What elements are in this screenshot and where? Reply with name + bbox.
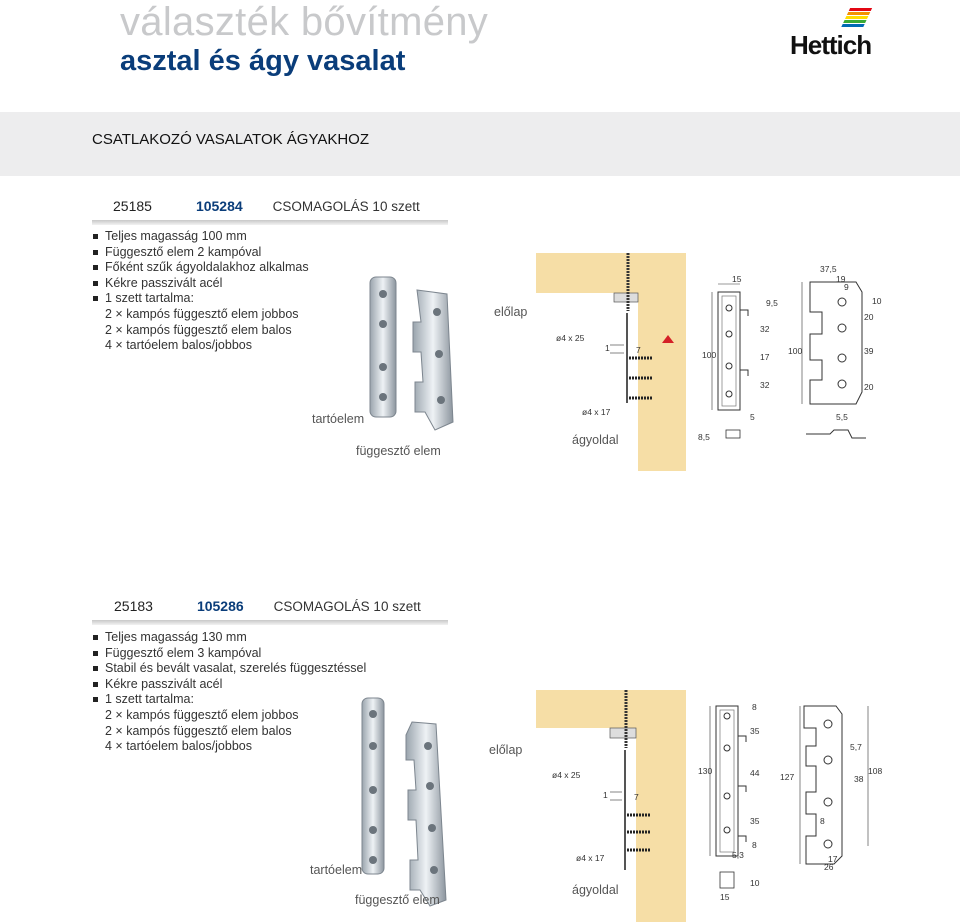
dim-32b: 32	[760, 380, 770, 390]
dim-100: 100	[702, 350, 717, 360]
dim-15: 15	[732, 274, 742, 284]
bed-side-panel	[638, 293, 686, 471]
front-panel	[536, 253, 686, 293]
dim-19: 19	[836, 274, 846, 284]
dim-5-7: 5,7	[850, 742, 862, 752]
product-photo	[355, 272, 465, 442]
header-subtitle: választék bővítmény	[120, 0, 489, 44]
dim-10: 10	[872, 296, 882, 306]
label-fuggeszto-elem: függesztő elem	[356, 444, 441, 458]
dim-screw-17: ø4 x 17	[582, 407, 611, 417]
order-number: 105286	[196, 598, 244, 614]
dim-17: 17	[760, 352, 770, 362]
dim-8b: 8	[752, 840, 757, 850]
feature-item: Kékre passzivált acél	[93, 677, 366, 693]
label-fuggeszto-elem: függesztő elem	[355, 893, 440, 907]
dim-38: 38	[854, 774, 864, 784]
feature-item: 2 × kampós függesztő elem jobbos	[105, 306, 299, 321]
dim-5-5: 5,5	[836, 412, 848, 422]
label-elolap: előlap	[494, 305, 528, 319]
hook-plate	[413, 290, 453, 430]
dim-screw-17: ø4 x 17	[576, 853, 605, 863]
technical-drawing-hook	[696, 696, 776, 906]
dim-20b: 20	[864, 382, 874, 392]
dim-32a: 32	[760, 324, 770, 334]
product-photo	[350, 690, 460, 910]
bed-side-panel	[636, 728, 686, 922]
packaging-info: CSOMAGOLÁS 10 szett	[272, 199, 420, 214]
label-tartoelem: tartóelem	[310, 863, 363, 877]
dim-35b: 35	[750, 816, 760, 826]
dim-8: 8	[820, 816, 825, 826]
technical-drawing-bracket	[776, 696, 886, 880]
dim-screw-25: ø4 x 25	[556, 333, 585, 343]
dim-39: 39	[864, 346, 874, 356]
dim-130: 130	[698, 766, 713, 776]
feature-list	[93, 229, 309, 354]
page-title: asztal és ágy vasalat	[120, 45, 406, 77]
feature-item: Kékre passzivált acél	[93, 276, 309, 292]
divider	[92, 620, 448, 625]
dim-127: 127	[780, 772, 795, 782]
product-header	[113, 198, 420, 214]
feature-item: Teljes magasság 100 mm	[93, 229, 309, 245]
label-agyoldal: ágyoldal	[572, 433, 619, 447]
feature-item: 2 × kampós függesztő elem balos	[105, 322, 292, 337]
dim-10: 10	[750, 878, 760, 888]
dim-1: 1	[603, 790, 608, 800]
feature-item: 1 szett tartalma:	[93, 692, 366, 708]
dim-5: 5	[750, 412, 755, 422]
technical-drawing-hook	[696, 270, 786, 450]
label-elolap: előlap	[489, 743, 523, 757]
feature-item: 1 szett tartalma:	[93, 291, 309, 307]
product-header	[114, 598, 421, 614]
label-agyoldal: ágyoldal	[572, 883, 619, 897]
dim-108: 108	[868, 766, 883, 776]
feature-item: 4 × tartóelem balos/jobbos	[105, 739, 252, 754]
technical-drawing-bracket	[786, 262, 896, 447]
dim-44: 44	[750, 768, 760, 778]
dim-8-5: 8,5	[698, 432, 710, 442]
dim-17: 17	[828, 854, 838, 864]
feature-item: Függesztő elem 3 kampóval	[93, 646, 366, 662]
dim-100: 100	[788, 346, 803, 356]
hook-plate	[406, 722, 446, 906]
divider	[92, 220, 448, 225]
dim-9: 9	[844, 282, 849, 292]
front-panel	[536, 690, 686, 728]
dim-37-5: 37,5	[820, 264, 837, 274]
label-tartoelem: tartóelem	[312, 412, 365, 426]
dim-15: 15	[720, 892, 730, 902]
feature-item: 2 × kampós függesztő elem balos	[105, 723, 292, 738]
dim-1: 1	[605, 343, 610, 353]
feature-item: Stabil és bevált vasalat, szerelés függesztéssel	[93, 661, 366, 677]
packaging-info: CSOMAGOLÁS 10 szett	[273, 599, 421, 614]
dim-20a: 20	[864, 312, 874, 322]
dim-7: 7	[634, 792, 639, 802]
dim-8a: 8	[752, 702, 757, 712]
dim-7: 7	[636, 345, 641, 355]
feature-item: 2 × kampós függesztő elem jobbos	[105, 707, 299, 722]
article-number: 25185	[113, 198, 152, 214]
section-title: CSATLAKOZÓ VASALATOK ÁGYAKHOZ	[92, 131, 370, 148]
order-number: 105284	[195, 198, 243, 214]
dim-26: 26	[824, 862, 834, 872]
dim-screw-25: ø4 x 25	[552, 770, 581, 780]
feature-list	[93, 630, 366, 755]
dim-5-3: 5,3	[732, 850, 744, 860]
dim-9-5: 9,5	[766, 298, 778, 308]
feature-item: Függesztő elem 2 kampóval	[93, 245, 309, 261]
hettich-logo	[790, 4, 872, 60]
feature-item: 4 × tartóelem balos/jobbos	[105, 338, 252, 353]
article-number: 25183	[114, 598, 153, 614]
logo-text: Hettich	[790, 30, 872, 60]
dim-35a: 35	[750, 726, 760, 736]
feature-item: Teljes magasság 130 mm	[93, 630, 366, 646]
feature-item: Főként szűk ágyoldalakhoz alkalmas	[93, 260, 309, 276]
